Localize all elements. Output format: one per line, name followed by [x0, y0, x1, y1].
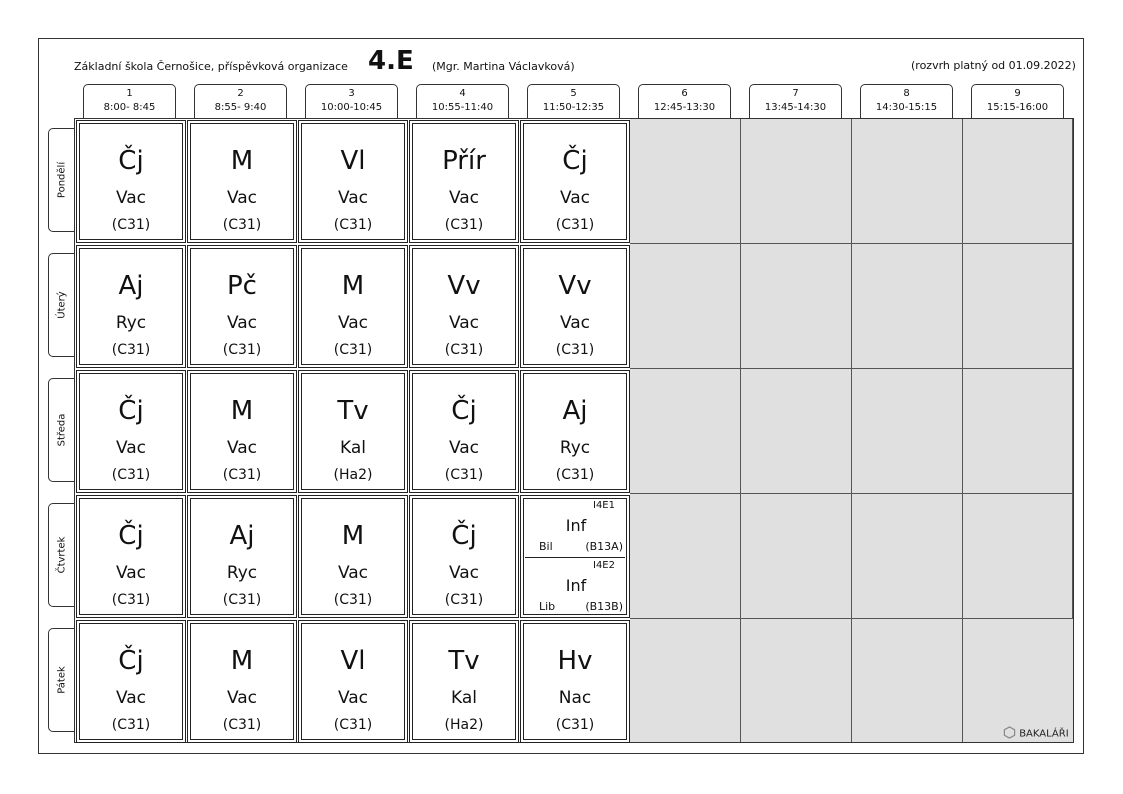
hour-header-1: 1 8:00- 8:45 — [83, 84, 176, 118]
lesson-cell — [520, 370, 630, 493]
lesson-teacher: Vac — [337, 688, 369, 708]
lesson-subject: Pč — [227, 271, 257, 301]
lesson-room: (C31) — [111, 342, 151, 358]
lesson-room: (C31) — [555, 217, 595, 233]
empty-slot — [741, 619, 852, 742]
lesson-cell — [298, 245, 408, 368]
class-teacher: (Mgr. Martina Václavková) — [432, 60, 575, 73]
empty-slot — [630, 244, 741, 369]
lesson-room: (C31) — [111, 592, 151, 608]
empty-slot — [630, 494, 741, 619]
lesson-room: (Ha2) — [333, 467, 373, 483]
lesson-room: (B13A) — [585, 540, 623, 553]
hour-header-6: 6 12:45-13:30 — [638, 84, 731, 118]
school-name: Základní škola Černošice, příspěvková organizace — [74, 60, 348, 73]
lesson-subject: Čj — [118, 396, 144, 426]
day-label-tuesday: Úterý — [48, 253, 75, 357]
lesson-cell — [298, 620, 408, 743]
hour-header-4: 4 10:55-11:40 — [416, 84, 509, 118]
lesson-subject: Čj — [451, 521, 477, 551]
lesson-teacher: Vac — [226, 313, 258, 333]
lesson-teacher: Vac — [115, 188, 147, 208]
lesson-room: (Ha2) — [444, 717, 484, 733]
empty-slot — [852, 244, 963, 369]
lesson-cell — [187, 495, 297, 618]
lesson-subject: Vv — [558, 271, 592, 301]
lesson-teacher: Vac — [115, 563, 147, 583]
lesson-cell — [409, 120, 519, 243]
lesson-subject: Čj — [562, 146, 588, 176]
empty-slot — [630, 619, 741, 742]
lesson-cell — [520, 245, 630, 368]
day-label-monday: Pondělí — [48, 128, 75, 232]
lesson-cell — [187, 120, 297, 243]
lesson-cell — [76, 495, 186, 618]
lesson-teacher: Vac — [226, 688, 258, 708]
logo-text: BAKALÁŘI — [1019, 728, 1069, 740]
hour-header-2: 2 8:55- 9:40 — [194, 84, 287, 118]
lesson-room: (C31) — [222, 342, 262, 358]
lesson-room: (C31) — [111, 217, 151, 233]
lesson-room: (C31) — [111, 467, 151, 483]
empty-slot — [741, 494, 852, 619]
lesson-room: (C31) — [444, 217, 484, 233]
lesson-cell — [409, 370, 519, 493]
lesson-subject: Aj — [229, 521, 255, 551]
lesson-room: (C31) — [333, 342, 373, 358]
lesson-cell — [520, 620, 630, 743]
lesson-teacher: Vac — [448, 313, 480, 333]
lesson-room: (C31) — [444, 342, 484, 358]
lesson-teacher: Vac — [115, 438, 147, 458]
hour-header-3: 3 10:00-10:45 — [305, 84, 398, 118]
lesson-teacher: Vac — [337, 188, 369, 208]
lesson-teacher: Vac — [226, 438, 258, 458]
hour-header-9: 9 15:15-16:00 — [971, 84, 1064, 118]
lesson-subject: M — [230, 646, 254, 676]
lesson-room: (C31) — [333, 217, 373, 233]
lesson-subject: Vl — [340, 646, 366, 676]
validity-note: (rozvrh platný od 01.09.2022) — [911, 59, 1076, 72]
empty-slot — [963, 119, 1073, 244]
lesson-subject: Čj — [118, 521, 144, 551]
lesson-room: (C31) — [222, 717, 262, 733]
empty-slot — [852, 619, 963, 742]
group-lesson-2 — [521, 556, 631, 617]
lesson-teacher: Vac — [337, 563, 369, 583]
empty-slot — [741, 119, 852, 244]
lesson-cell — [520, 120, 630, 243]
lesson-cell — [76, 370, 186, 493]
lesson-cell — [76, 245, 186, 368]
lesson-room: (C31) — [555, 342, 595, 358]
lesson-teacher: Vac — [559, 188, 591, 208]
lesson-room: (C31) — [333, 717, 373, 733]
lesson-cell — [409, 495, 519, 618]
lesson-room: (C31) — [444, 592, 484, 608]
empty-slot — [630, 119, 741, 244]
lesson-teacher: Vac — [115, 688, 147, 708]
lesson-teacher: Vac — [226, 188, 258, 208]
lesson-subject: Čj — [118, 146, 144, 176]
lesson-teacher: Nac — [558, 688, 592, 708]
lesson-teacher: Kal — [451, 688, 477, 708]
day-label-thursday: Čtvrtek — [48, 503, 75, 607]
lesson-room: (C31) — [555, 467, 595, 483]
lesson-teacher: Ryc — [226, 563, 258, 583]
lesson-cell — [76, 120, 186, 243]
group-label: I4E2 — [593, 560, 615, 571]
empty-slot — [963, 494, 1073, 619]
lesson-teacher: Bil — [539, 540, 553, 553]
lesson-subject: M — [230, 146, 254, 176]
empty-slot — [852, 494, 963, 619]
group-label: I4E1 — [593, 500, 615, 511]
lesson-teacher: Ryc — [115, 313, 147, 333]
lesson-teacher: Vac — [448, 563, 480, 583]
day-label-wednesday: Středa — [48, 378, 75, 482]
empty-slot — [852, 369, 963, 494]
hexagon-icon — [1003, 726, 1016, 742]
lesson-teacher: Vac — [559, 313, 591, 333]
empty-slot — [630, 369, 741, 494]
lesson-teacher: Vac — [337, 313, 369, 333]
lesson-subject: Vv — [447, 271, 481, 301]
lesson-subject: Přír — [442, 146, 486, 176]
lesson-subject: Čj — [451, 396, 477, 426]
lesson-teacher: Lib — [539, 600, 556, 613]
class-name: 4.E — [368, 46, 414, 76]
lesson-cell — [409, 620, 519, 743]
hour-header-8: 8 14:30-15:15 — [860, 84, 953, 118]
bakalari-logo — [1003, 726, 1069, 742]
lesson-room: (C31) — [333, 592, 373, 608]
lesson-room: (C31) — [222, 467, 262, 483]
lesson-teacher: Kal — [340, 438, 366, 458]
lesson-room: (C31) — [222, 217, 262, 233]
lesson-subject: M — [341, 521, 365, 551]
lesson-room: (C31) — [555, 717, 595, 733]
lesson-teacher: Ryc — [559, 438, 591, 458]
lesson-cell — [187, 620, 297, 743]
lesson-cell — [409, 245, 519, 368]
lesson-subject: Vl — [340, 146, 366, 176]
empty-slot — [963, 244, 1073, 369]
lesson-cell — [298, 370, 408, 493]
lesson-room: (C31) — [222, 592, 262, 608]
day-label-friday: Pátek — [48, 628, 75, 732]
lesson-subject: Čj — [118, 646, 144, 676]
lesson-subject: M — [341, 271, 365, 301]
lesson-subject: Inf — [565, 516, 587, 535]
lesson-subject: Inf — [565, 576, 587, 595]
lesson-room: (C31) — [111, 717, 151, 733]
lesson-teacher: Vac — [448, 438, 480, 458]
lesson-cell — [298, 120, 408, 243]
empty-slot — [963, 369, 1073, 494]
timetable-grid — [74, 118, 1074, 743]
empty-slot — [741, 244, 852, 369]
lesson-subject: Hv — [557, 646, 593, 676]
empty-slot — [741, 369, 852, 494]
lesson-subject: Aj — [118, 271, 144, 301]
lesson-cell — [187, 370, 297, 493]
lesson-cell — [187, 245, 297, 368]
lesson-cell — [76, 620, 186, 743]
lesson-subject: Tv — [337, 396, 369, 426]
lesson-subject: Tv — [448, 646, 480, 676]
hour-header-5: 5 11:50-12:35 — [527, 84, 620, 118]
lesson-subject: M — [230, 396, 254, 426]
hour-header-7: 7 13:45-14:30 — [749, 84, 842, 118]
lesson-room: (B13B) — [585, 600, 623, 613]
empty-slot — [852, 119, 963, 244]
lesson-teacher: Vac — [448, 188, 480, 208]
lesson-cell — [298, 495, 408, 618]
lesson-room: (C31) — [444, 467, 484, 483]
group-lesson-1 — [521, 496, 631, 557]
empty-slot — [963, 619, 1073, 742]
lesson-subject: Aj — [562, 396, 588, 426]
split-lesson-cell — [520, 495, 630, 618]
